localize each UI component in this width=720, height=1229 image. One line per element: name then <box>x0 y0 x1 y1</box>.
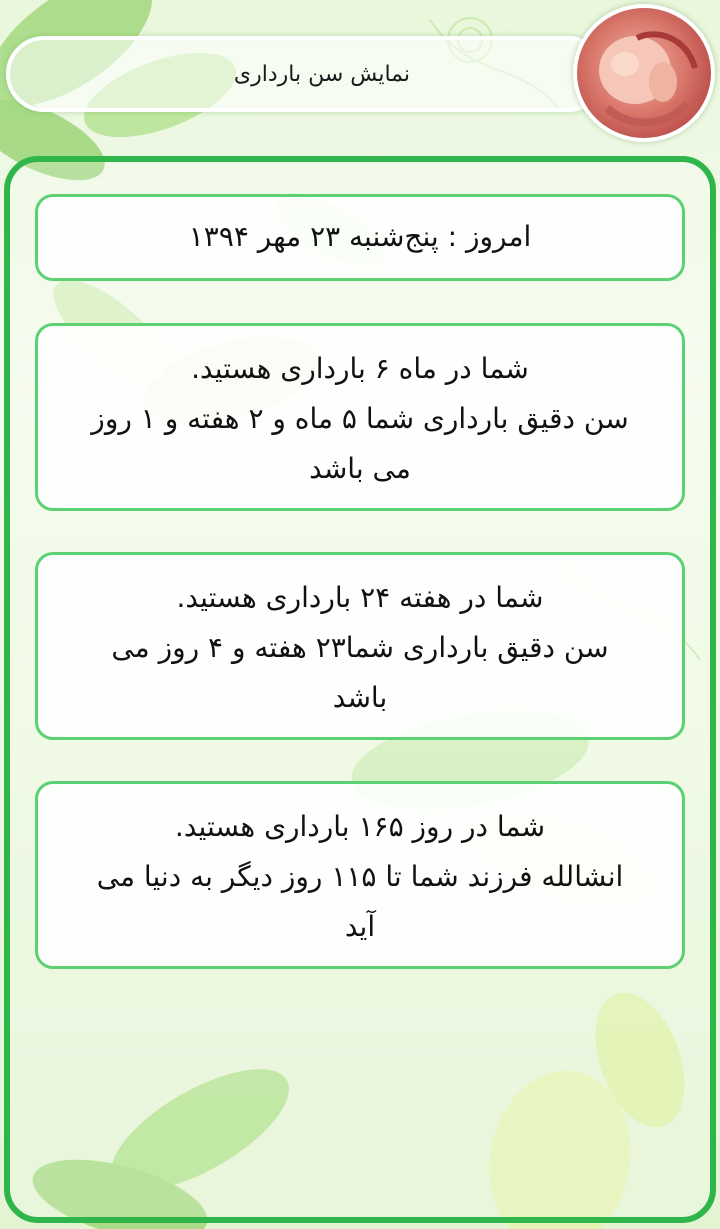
page-title: نمایش سن بارداری <box>233 62 410 87</box>
day-info-card <box>35 781 685 969</box>
card-line-3: می باشد <box>309 452 411 485</box>
today-date-text: امروز : پنج‌شنبه ۲۳ مهر ۱۳۹۴ <box>188 220 532 253</box>
week-info-card <box>35 552 685 740</box>
card-line-1: شما در هفته ۲۴ بارداری هستید. <box>176 581 544 614</box>
card-line-3: آید <box>344 910 376 943</box>
card-line-2: سن دقیق بارداری شما۲۳ هفته و ۴ روز می <box>111 631 609 664</box>
today-date-card <box>35 194 685 281</box>
card-line-1: شما در روز ۱۶۵ بارداری هستید. <box>174 810 546 843</box>
card-line-1: شما در ماه ۶ بارداری هستید. <box>191 352 529 385</box>
card-line-3: باشد <box>332 681 388 714</box>
fetus-illustration <box>577 8 711 138</box>
card-line-2: سن دقیق بارداری شما ۵ ماه و ۲ هفته و ۱ روز <box>91 402 629 435</box>
month-info-card <box>35 323 685 511</box>
fetus-image-icon <box>573 4 715 142</box>
header-bar <box>6 36 606 112</box>
card-line-2: انشالله فرزند شما تا ۱۱۵ روز دیگر به دنیا می <box>96 860 624 893</box>
